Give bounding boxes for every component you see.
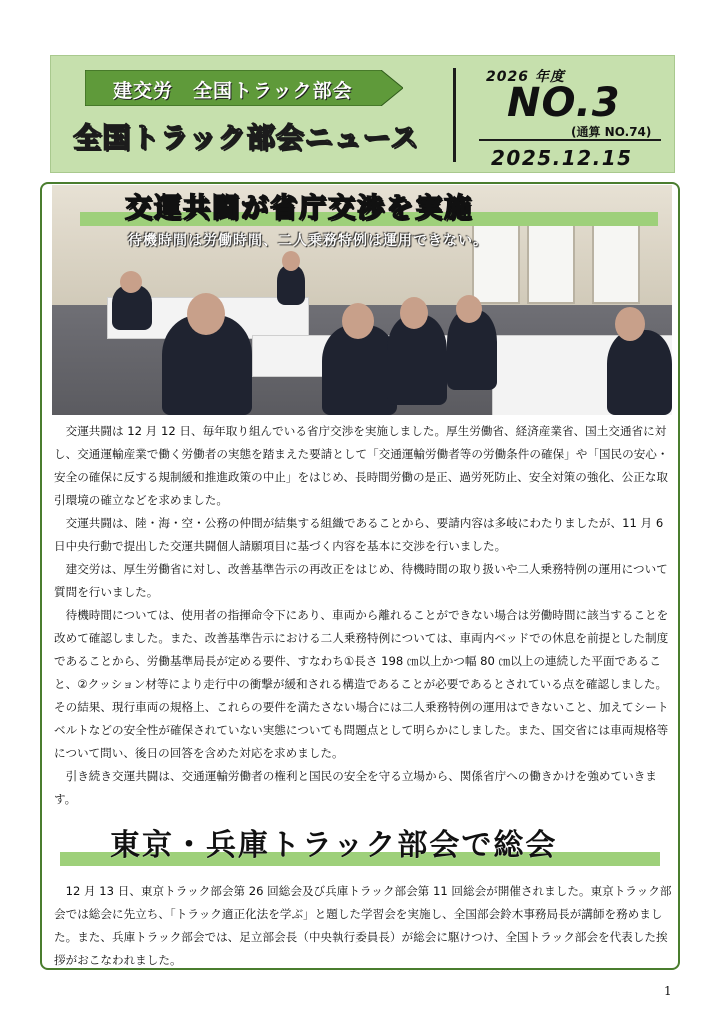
newsletter-title: 全国トラック部会ニュース	[73, 121, 420, 154]
photo-head	[456, 295, 482, 323]
union-label: 建交労 全国トラック部会	[113, 80, 353, 102]
total-issue-number: (通算 NO.74)	[571, 125, 652, 139]
photo-person	[277, 265, 305, 305]
photo-head	[400, 297, 428, 329]
issue-date: 2025.12.15	[491, 146, 633, 170]
photo-head	[282, 251, 300, 271]
photo-head	[120, 271, 142, 293]
photo-window	[472, 215, 520, 304]
fiscal-year: 2026 年度	[486, 69, 565, 85]
article1-headline: 交運共闘が省庁交渉を実施	[125, 193, 473, 224]
article1-paragraph: 建交労は、厚生労働省に対し、改善基準告示の再改正をはじめ、待機時間の取り扱いや二人乗務特例の運用について質問を行いました。	[54, 562, 668, 599]
photo-head	[187, 293, 225, 335]
article1-paragraph: 交運共闘は、陸・海・空・公務の仲間が結集する組織であることから、要請内容は多岐にわたりましたが、11 月 6 日中央行動で提出した交運共闘個人請願項目に基づく内容を基本に交渉を行いました。	[54, 516, 664, 553]
article1-paragraph: 待機時間については、使用者の指揮命令下にあり、車両から離れることができない場合は労働時間に該当することを改めて確認しました。また、改善基準告示における二人乗務特例については、車両内ベッドでの休息を前提とした制度であることから、労働基準局長が定める要件、すなわち①長さ 198 ㎝以上かつ幅 80 ㎝以上の連続した平面であること、②クッション材等により走行中の衝撃が緩和される構造であることが必要であるとされている点を確認しました。その結果、現行車両の規格上、これらの要件を満たさない場合には二人乗務特例の運用はできないこと、加えてシートベルトなどの安全性が確保されていない実態についても問題点として明らかにしました。また、国交省には車両規格等について問い、後日の回答を含めた対応を求めました。	[54, 608, 669, 760]
article1-paragraph: 引き続き交運共闘は、交通運輸労働者の権利と国民の安全を守る立場から、関係省庁への働きかけを強めていきます。	[54, 769, 657, 806]
photo-head	[615, 307, 645, 341]
photo-window	[592, 215, 640, 304]
photo-head	[342, 303, 374, 339]
article2-body	[54, 880, 674, 972]
masthead-divider	[453, 68, 456, 162]
article2-paragraph: 12 月 13 日、東京トラック部会第 26 回総会及び兵庫トラック部会第 11 回総会が開催されました。東京トラック部会では総会に先立ち、「トラック適正化法を学ぶ」と題した学習会を実施し、全国部会鈴木事務局長が講師を務めました。また、兵庫トラック部会では、足立部会長（中央執行委員長）が総会に駆けつけ、全国トラック部会を代表した挨拶がおこなわれました。	[54, 884, 672, 967]
article2-headline: 東京・兵庫トラック部会で総会	[110, 828, 558, 863]
article1-paragraph: 交運共闘は 12 月 12 日、毎年取り組んでいる省庁交渉を実施しました。厚生労働省、経済産業省、国土交通省に対し、交通運輸産業で働く労働者の実態を踏まえた要請として「交通運輸労働者等の労働条件の確保」や「国民の安心・安全の確保に反する規制緩和推進政策の中止」をはじめ、長時間労働の是正、過労死防止、安全対策の強化、公正な取引環境の確立などを求めました。	[54, 424, 669, 507]
photo-window	[527, 215, 575, 304]
article1-subheadline: 待機時間は労働時間、二人乗務特例は運用できない。	[128, 233, 488, 249]
masthead-rule	[479, 139, 661, 141]
article1-body	[54, 420, 674, 811]
page-number: 1	[664, 984, 672, 998]
union-ribbon	[85, 70, 403, 106]
photo-person	[607, 330, 672, 415]
masthead	[50, 55, 675, 173]
issue-number: NO.3	[507, 80, 621, 126]
